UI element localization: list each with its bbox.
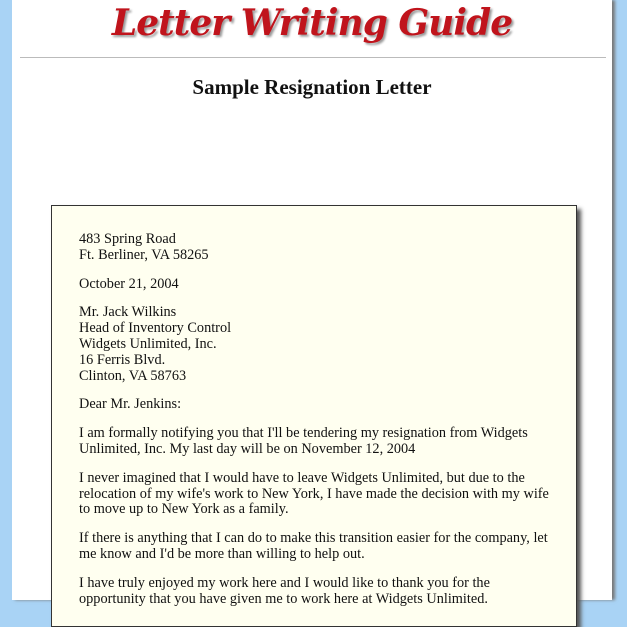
paragraph: I am formally notifying you that I'll be tendering my resignation from Widgets Unlimited, Inc. My last day will be on November 12, 2004 bbox=[79, 425, 528, 457]
paragraph: I never imagined that I would have to leave Widgets Unlimited, but due to the relocation of my wife's work to New York, I have made the decision with my wife to move up to New York as a family. bbox=[79, 469, 549, 518]
letter-sheet bbox=[51, 205, 577, 627]
salutation: Dear Mr. Jenkins: bbox=[79, 396, 182, 413]
recipient-address: Mr. Jack Wilkins Head of Inventory Control Widgets Unlimited, Inc. 16 Ferris Blvd. Clinton, VA 58763 bbox=[79, 304, 232, 384]
sender-address: 483 Spring Road Ft. Berliner, VA 58265 bbox=[79, 231, 209, 263]
paragraph: If there is anything that I can do to make this transition easier for the company, let me know and I'd be more than willing to help out. bbox=[79, 530, 548, 562]
letter-body bbox=[79, 232, 559, 620]
paragraph: I have truly enjoyed my work here and I would like to thank you for the opportunity that you have given me to work here at Widgets Unlimited. bbox=[79, 574, 490, 607]
page bbox=[12, 0, 612, 607]
site-logo[interactable]: Letter Writing Guide bbox=[111, 2, 513, 44]
divider bbox=[20, 57, 606, 58]
letter-date: October 21, 2004 bbox=[79, 275, 179, 292]
page-title: Sample Resignation Letter bbox=[192, 75, 432, 99]
